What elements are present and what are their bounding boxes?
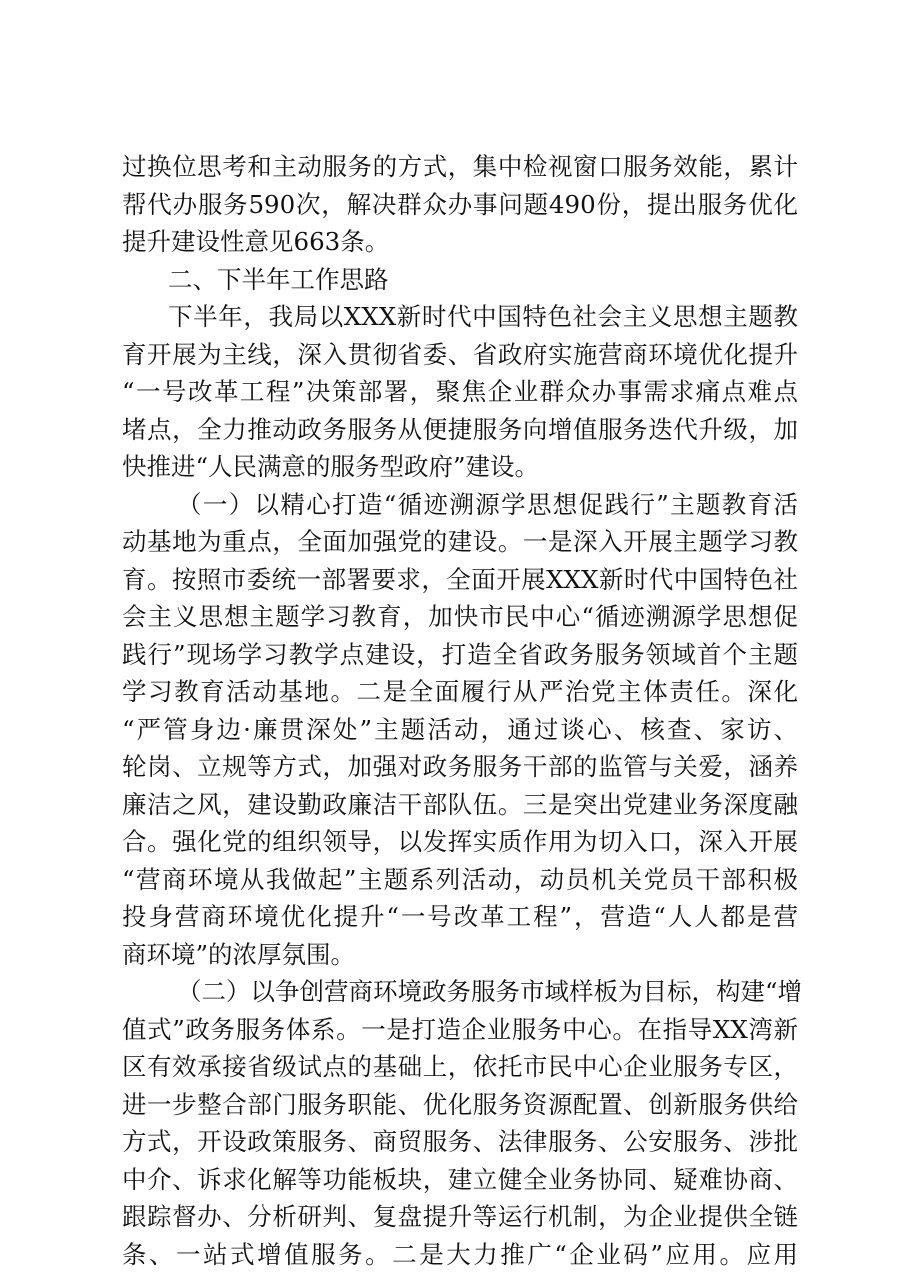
- text-line: 下半年，我局以XXX新时代中国特色社会主义思想主题教: [168, 302, 798, 331]
- text-line: 商环境”的浓厚氛围。: [122, 939, 356, 969]
- text-line: 育。按照市委统一部署要求，全面开展XXX新时代中国特色社: [122, 564, 798, 594]
- text-line: 方式，开设政策服务、商贸服务、法律服务、公安服务、涉批: [122, 1127, 798, 1156]
- text-line: 提升建设性意见663条。: [122, 227, 390, 256]
- text-line: 堵点，全力推动政务服务从便捷服务向增值服务迭代升级，加: [122, 414, 798, 444]
- text-line: “严管身边·廉贯深处”主题活动，通过谈心、核查、家访、: [122, 714, 798, 744]
- text-line: 快推进“人民满意的服务型政府”建设。: [122, 452, 540, 481]
- text-line: 育开展为主线，深入贯彻省委、省政府实施营商环境优化提升: [122, 339, 798, 369]
- text-line: 条、一站式增值服务。二是大力推广“企业码”应用。应用: [122, 1239, 798, 1269]
- text-line: 中介、诉求化解等功能板块，建立健全业务协同、疑难协商、: [122, 1164, 798, 1194]
- text-line: 学习教育活动基地。二是全面履行从严治党主体责任。深化: [122, 677, 798, 706]
- text-line: 践行”现场学习教学点建设，打造全省政务服务领域首个主题: [122, 639, 798, 669]
- document-body: [122, 148, 803, 1273]
- text-line: “一号改革工程”决策部署，聚焦企业群众办事需求痛点难点: [122, 377, 798, 406]
- text-line: 轮岗、立规等方式，加强对政务服务干部的监管与关爱，涵养: [122, 752, 798, 781]
- text-line: 区有效承接省级试点的基础上，依托市民中心企业服务专区，: [122, 1052, 798, 1081]
- text-line: 会主义思想主题学习教育，加快市民中心“循迹溯源学思想促: [122, 602, 798, 631]
- text-line: 动基地为重点，全面加强党的建设。一是深入开展主题学习教: [122, 527, 798, 556]
- text-line: 帮代办服务590次，解决群众办事问题490份，提出服务优化: [122, 189, 798, 219]
- text-line: 跟踪督办、分析研判、复盘提升等运行机制，为企业提供全链: [122, 1202, 798, 1231]
- text-line: 过换位思考和主动服务的方式，集中检视窗口服务效能，累计: [122, 152, 798, 181]
- text-line: 进一步整合部门服务职能、优化服务资源配置、创新服务供给: [122, 1089, 798, 1119]
- text-line: 值式”政务服务体系。一是打造企业服务中心。在指导XX湾新: [122, 1014, 798, 1044]
- text-line: 廉洁之风，建设勤政廉洁干部队伍。三是突出党建业务深度融: [122, 789, 798, 819]
- section-heading: 二、下半年工作思路: [168, 264, 389, 294]
- text-line: 投身营商环境优化提升“一号改革工程”，营造“人人都是营: [122, 902, 798, 931]
- text-line: （一）以精心打造“循迹溯源学思想促践行”主题教育活: [177, 489, 798, 519]
- text-line: （二）以争创营商环境政务服务市域样板为目标，构建“增: [177, 977, 803, 1006]
- text-line: “营商环境从我做起”主题系列活动，动员机关党员干部积极: [122, 864, 798, 894]
- text-line: 合。强化党的组织领导，以发挥实质作用为切入口，深入开展: [122, 827, 798, 856]
